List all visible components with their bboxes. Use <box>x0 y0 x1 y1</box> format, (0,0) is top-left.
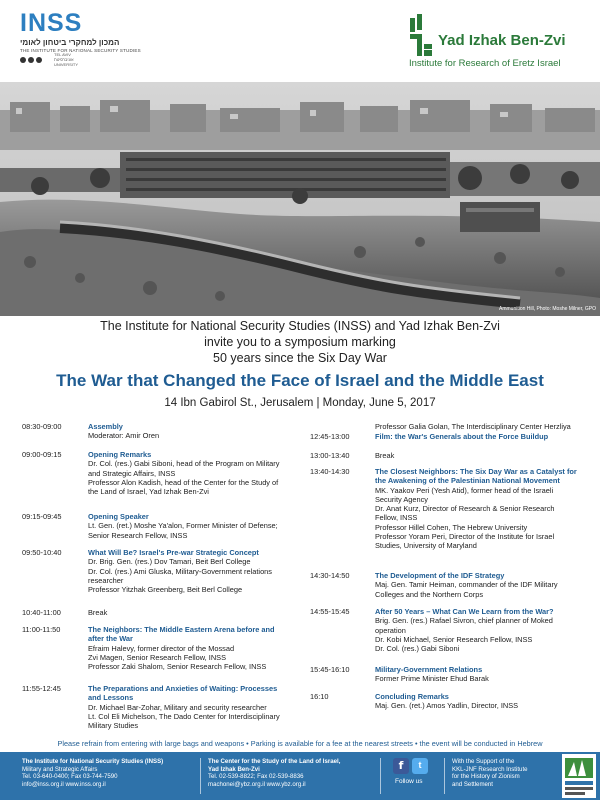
footer-line: Military and Strategic Affairs <box>22 765 98 773</box>
program-item <box>310 607 554 653</box>
program-item <box>310 422 571 431</box>
speaker-line: operation <box>375 625 406 635</box>
program-time: 13:00-13:40 <box>310 451 350 460</box>
footer-line: Tel. 02-539-8822; Fax 02-539-8836 <box>208 773 304 781</box>
header <box>0 0 600 82</box>
program-body <box>375 467 577 551</box>
speaker-line: Dr. Michael Bar-Zohar, Military and security researcher <box>88 702 267 712</box>
speaker-line: MK. Yaakov Peri (Yesh Atid), former head of the Israeli <box>375 485 554 495</box>
program-item <box>22 548 272 594</box>
invitation-line: invite you to a symposium marking <box>204 335 396 349</box>
program-item <box>22 450 279 496</box>
program-body <box>375 451 394 460</box>
program-time: 13:40-14:30 <box>310 467 350 476</box>
speaker-line: Brig. Gen. (res.) Rafael Sivron, chief planner of Moked <box>375 616 553 626</box>
footer-line: Tel. 03-640-0400; Fax 03-744-7590 <box>22 773 118 781</box>
session-title: after the War <box>88 634 133 644</box>
program-time: 12:45-13:00 <box>310 432 350 441</box>
program-time: 09:50-10:40 <box>22 548 62 557</box>
speaker-line: Colleges and the Northern Corps <box>375 589 484 599</box>
speaker-line: Lt. Gen. (ret.) Moshe Ya'alon, Former Minister of Defense; <box>88 521 278 531</box>
speaker-line: Fellow, INSS <box>375 513 418 523</box>
footer-line: for the History of Zionism <box>452 773 520 781</box>
inss-logo-text: INSS <box>20 9 83 37</box>
program-body <box>375 571 558 599</box>
tau-line: TEL AVIV <box>54 52 71 57</box>
speaker-line: researcher <box>88 575 124 585</box>
speaker-line: Dr. Col. (res.) Gabi Siboni, head of the Program on Military <box>88 459 280 469</box>
program-time: 10:40-11:00 <box>22 608 61 617</box>
program-time: 11:55-12:45 <box>22 684 61 693</box>
speaker-line: Professor Alon Kadish, head of the Center for the Study of <box>88 477 279 487</box>
tau-line: UNIVERSITY <box>54 62 79 67</box>
program-item <box>310 467 577 551</box>
session-title: Opening Remarks <box>88 450 152 459</box>
program-body <box>375 607 554 653</box>
session-title: Military-Government Relations <box>375 665 483 674</box>
footer-divider <box>200 758 201 794</box>
session-title: Film: the War's Generals about the Force Buildup <box>375 432 549 441</box>
speaker-line: Military Studies <box>88 721 139 731</box>
speaker-line: Security Agency <box>375 494 428 504</box>
ammunition-hill-photo <box>0 82 600 316</box>
session-title: The Closest Neighbors: The Six Day War as a Catalyst for <box>375 467 577 476</box>
session-title: What Will Be? Israel's Pre-war Strategic Concept <box>88 548 259 557</box>
footer-line: With the Support of the <box>452 758 515 765</box>
program-time: 09:15-09:45 <box>22 512 62 521</box>
program-item <box>22 625 275 671</box>
ybz-subtitle: Institute for Research of Eretz Israel <box>409 58 561 69</box>
session-title: and Lessons <box>88 693 134 703</box>
footer-line: KKL-JNF Research Institute <box>452 765 528 773</box>
speaker-line: Former Prime Minister Ehud Barak <box>375 674 489 684</box>
program-body <box>88 450 279 496</box>
speaker-line: Maj. Gen. (ret.) Amos Yadlin, Director, INSS <box>375 701 519 711</box>
program-item <box>310 432 548 441</box>
program-body <box>88 512 278 540</box>
program-time: 14:55-15:45 <box>310 607 350 616</box>
follow-us-label: Follow us <box>395 778 423 785</box>
program-body <box>88 422 159 441</box>
inss-english-name: THE INSTITUTE FOR NATIONAL SECURITY STUDIES <box>20 48 141 53</box>
speaker-line: Professor Yoram Peri, Director of the Institute for Israel <box>375 532 555 542</box>
session-title: Concluding Remarks <box>375 692 449 701</box>
speaker-line: the Land of Israel, Yad Izhak Ben-Zvi <box>88 487 209 497</box>
program-item <box>310 451 394 460</box>
program-body <box>88 625 275 671</box>
event-title: The War that Changed the Face of Israel and the Middle East <box>56 371 544 390</box>
footer-divider <box>444 758 445 794</box>
footer-link[interactable]: info@inss.org.il www.inss.org.il <box>22 780 106 788</box>
speaker-line: Professor Zaki Shalom, Senior Research Fellow, INSS <box>88 662 267 672</box>
landscape-illustration <box>0 82 600 316</box>
speaker-line: and Strategic Affairs, INSS <box>88 468 176 478</box>
program-item <box>22 422 159 441</box>
event-location-date: 14 Ibn Gabirol St., Jerusalem | Monday, June 5, 2017 <box>164 397 436 409</box>
speaker-line: Dr. Col. (res.) Gabi Siboni <box>375 644 460 654</box>
program-item <box>310 665 489 684</box>
speaker-line: Lt. Col Eli Michelson, The Dado Center for Interdisciplinary <box>88 711 280 721</box>
footer-line: The Institute for National Security Studies (INSS) <box>22 758 164 765</box>
program-body <box>375 692 518 711</box>
speaker-line: Dr. Brig. Gen. (res.) Dov Tamari, Beit Berl College <box>88 557 251 567</box>
program-body <box>375 432 548 441</box>
invitation-line: 50 years since the Six Day War <box>213 351 387 365</box>
attendance-notice: Please refrain from entering with large bags and weapons • Parking is available for a fee at the nearest streets • the event will be conducted in Hebrew <box>57 739 543 748</box>
program-body <box>88 684 280 730</box>
footer-line: The Center for the Study of the Land of Israel, <box>208 758 341 765</box>
session-title: The Preparations and Anxieties of Waiting: Processes <box>88 684 278 693</box>
program-item <box>310 692 518 711</box>
program-time: 15:45-16:10 <box>310 665 350 674</box>
footer-ybz-contact <box>208 758 373 788</box>
program-time <box>310 422 375 431</box>
speaker-line: Maj. Gen. Tamir Heiman, commander of the IDF Military <box>375 580 558 590</box>
session-title: After 50 Years – What Can We Learn from the War? <box>375 607 554 616</box>
footer-kkl-support <box>452 758 560 788</box>
program-item <box>22 608 107 617</box>
speaker-line: Professor Hillel Cohen, The Hebrew University <box>375 522 528 532</box>
session-title: The Development of the IDF Strategy <box>375 571 505 580</box>
session-title: Opening Speaker <box>88 512 149 521</box>
ybz-emblem-icon <box>408 14 434 58</box>
speaker-line: Studies, University of Maryland <box>375 541 477 551</box>
tau-line: אוניברסיטת <box>54 57 74 62</box>
invitation-line: The Institute for National Security Studies (INSS) and Yad Izhak Ben-Zvi <box>100 319 500 333</box>
session-title: Assembly <box>88 422 123 431</box>
program-body <box>375 665 489 684</box>
ybz-logo <box>408 14 588 74</box>
speaker-line: Dr. Col. (res.) Ami Gluska, Military-Government relations <box>88 566 272 576</box>
speaker-line: Moderator: Amir Oren <box>88 431 160 441</box>
speaker-line: Break <box>375 451 395 460</box>
speaker-line: Dr. Kobi Michael, Senior Research Fellow, INSS <box>375 634 533 644</box>
program-time: 09:00-09:15 <box>22 450 62 459</box>
speaker-line: Dr. Anat Kurz, Director of Research & Senior Research <box>375 504 555 514</box>
program-time: 16:10 <box>310 692 329 701</box>
footer <box>0 752 600 800</box>
speaker-line: Senior Research Fellow, INSS <box>88 530 188 540</box>
invitation <box>0 318 600 409</box>
footer-line: Yad Izhak Ben-Zvi <box>208 765 260 773</box>
speaker-line: Zvi Magen, Senior Research Fellow, INSS <box>88 652 227 662</box>
speaker-line: Break <box>88 608 108 617</box>
program-time: 14:30-14:50 <box>310 571 350 580</box>
program-body <box>375 422 571 431</box>
program-body <box>88 548 272 594</box>
program-item <box>310 571 558 599</box>
program-item <box>22 512 278 540</box>
program-item <box>22 684 280 730</box>
inss-hebrew-name: המכון למחקרי ביטחון לאומי <box>20 38 120 47</box>
speaker-line: Efraim Halevy, former director of the Mossad <box>88 643 235 653</box>
speaker-line: Professor Galia Golan, The Interdisciplinary Center Herzliya <box>375 422 571 431</box>
ybz-name: Yad Izhak Ben-Zvi <box>438 32 566 49</box>
twitter-icon[interactable]: t <box>412 758 428 774</box>
footer-divider <box>380 758 381 794</box>
speaker-line: Professor Yitzhak Greenberg, Beit Berl College <box>88 585 243 595</box>
program-time: 08:30-09:00 <box>22 422 62 431</box>
footer-line: and Settlement <box>452 780 493 788</box>
program-time: 11:00-11:50 <box>22 625 61 634</box>
tau-university-mark <box>54 52 78 67</box>
session-title: the Awakening of the Palestinian National Movement <box>375 476 560 486</box>
footer-inss-contact <box>22 758 197 788</box>
program-body <box>88 608 107 617</box>
footer-link[interactable]: machonei@ybz.org.il www.ybz.org.il <box>208 780 306 788</box>
photo-credit: Ammunition Hill, Photo: Moshe Milner, GPO <box>499 306 596 312</box>
kkl-logo-icon <box>562 754 596 798</box>
session-title: The Neighbors: The Middle Eastern Arena before and <box>88 625 275 634</box>
social-links <box>393 758 428 774</box>
facebook-icon[interactable]: f <box>393 758 409 774</box>
